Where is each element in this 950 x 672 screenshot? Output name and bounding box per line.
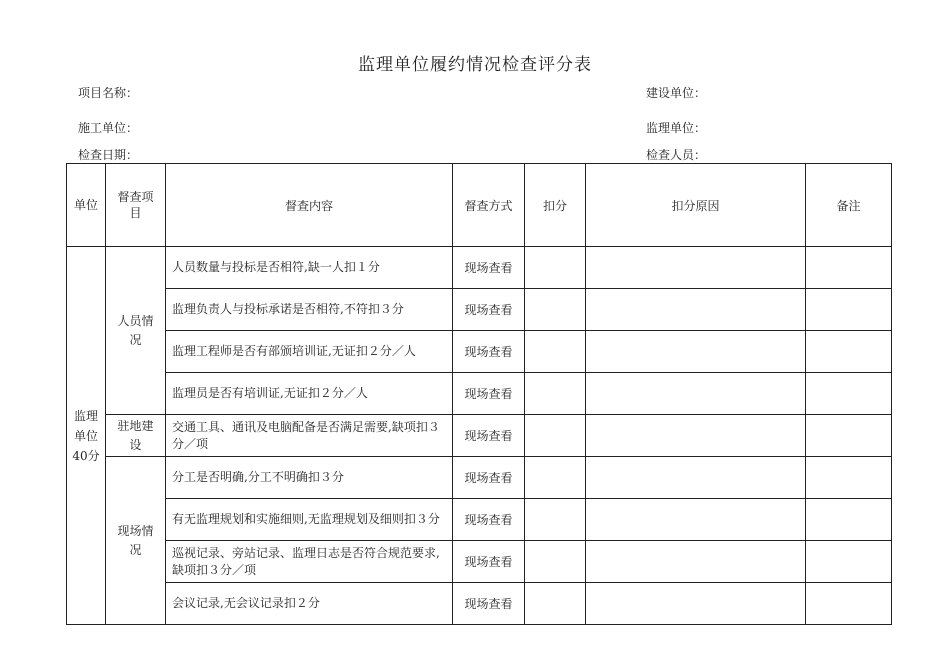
header-content: 督查内容 [166,164,453,247]
reason-cell[interactable] [586,373,806,415]
deduction-cell[interactable] [525,247,586,289]
remark-cell[interactable] [806,289,892,331]
deduction-cell[interactable] [525,457,586,499]
content-cell: 监理员是否有培训证,无证扣２分／人 [166,373,453,415]
deduction-cell[interactable] [525,541,586,583]
unit-cell: 监理单位40分 [67,247,106,625]
method-cell: 现场查看 [453,331,525,373]
content-cell: 交通工具、通讯及电脑配备是否满足需要,缺项扣３分／项 [166,415,453,457]
content-cell: 会议记录,无会议记录扣２分 [166,583,453,625]
deduction-cell[interactable] [525,499,586,541]
remark-cell[interactable] [806,457,892,499]
header-row [67,164,892,247]
header-deduction: 扣分 [525,164,586,247]
remark-cell[interactable] [806,499,892,541]
header-method: 督查方式 [453,164,525,247]
method-cell: 现场查看 [453,457,525,499]
content-cell: 有无监理规划和实施细则,无监理规划及细则扣３分 [166,499,453,541]
remark-cell[interactable] [806,415,892,457]
content-cell: 巡视记录、旁站记录、监理日志是否符合规范要求,缺项扣３分／项 [166,541,453,583]
header-item: 督查项目 [106,164,166,247]
reason-cell[interactable] [586,499,806,541]
page-title: 监理单位履约情况检查评分表 [358,55,592,75]
table-row [67,373,892,415]
content-cell: 监理负责人与投标承诺是否相符,不符扣３分 [166,289,453,331]
table-row [67,541,892,583]
score-table [66,163,892,625]
header-remark: 备注 [806,164,892,247]
method-cell: 现场查看 [453,499,525,541]
remark-cell[interactable] [806,247,892,289]
method-cell: 现场查看 [453,247,525,289]
category-personnel: 人员情况 [106,247,166,415]
table-row [67,331,892,373]
table-row [67,499,892,541]
method-cell: 现场查看 [453,373,525,415]
table-row [67,583,892,625]
content-cell: 人员数量与投标是否相符,缺一人扣１分 [166,247,453,289]
deduction-cell[interactable] [525,331,586,373]
table-row [67,457,892,499]
method-cell: 现场查看 [453,583,525,625]
construction-unit-label: 建设单位： [646,86,707,100]
method-cell: 现场查看 [453,541,525,583]
builder-unit-label: 施工单位： [78,121,139,135]
table-row [67,289,892,331]
reason-cell[interactable] [586,457,806,499]
check-date-label: 检查日期： [78,148,139,162]
content-cell: 分工是否明确,分工不明确扣３分 [166,457,453,499]
method-cell: 现场查看 [453,289,525,331]
table-row [67,247,892,289]
method-cell: 现场查看 [453,415,525,457]
reason-cell[interactable] [586,331,806,373]
deduction-cell[interactable] [525,415,586,457]
reason-cell[interactable] [586,247,806,289]
inspector-label: 检查人员： [646,148,707,162]
content-cell: 监理工程师是否有部颁培训证,无证扣２分／人 [166,331,453,373]
remark-cell[interactable] [806,373,892,415]
project-name-label: 项目名称： [78,86,139,100]
remark-cell[interactable] [806,331,892,373]
deduction-cell[interactable] [525,289,586,331]
header-unit: 单位 [67,164,106,247]
category-site: 现场情况 [106,457,166,625]
remark-cell[interactable] [806,583,892,625]
reason-cell[interactable] [586,583,806,625]
deduction-cell[interactable] [525,373,586,415]
category-station: 驻地建设 [106,415,166,457]
deduction-cell[interactable] [525,583,586,625]
table-row [67,415,892,457]
reason-cell[interactable] [586,541,806,583]
header-reason: 扣分原因 [586,164,806,247]
reason-cell[interactable] [586,415,806,457]
reason-cell[interactable] [586,289,806,331]
remark-cell[interactable] [806,541,892,583]
supervision-unit-label: 监理单位： [646,121,707,135]
